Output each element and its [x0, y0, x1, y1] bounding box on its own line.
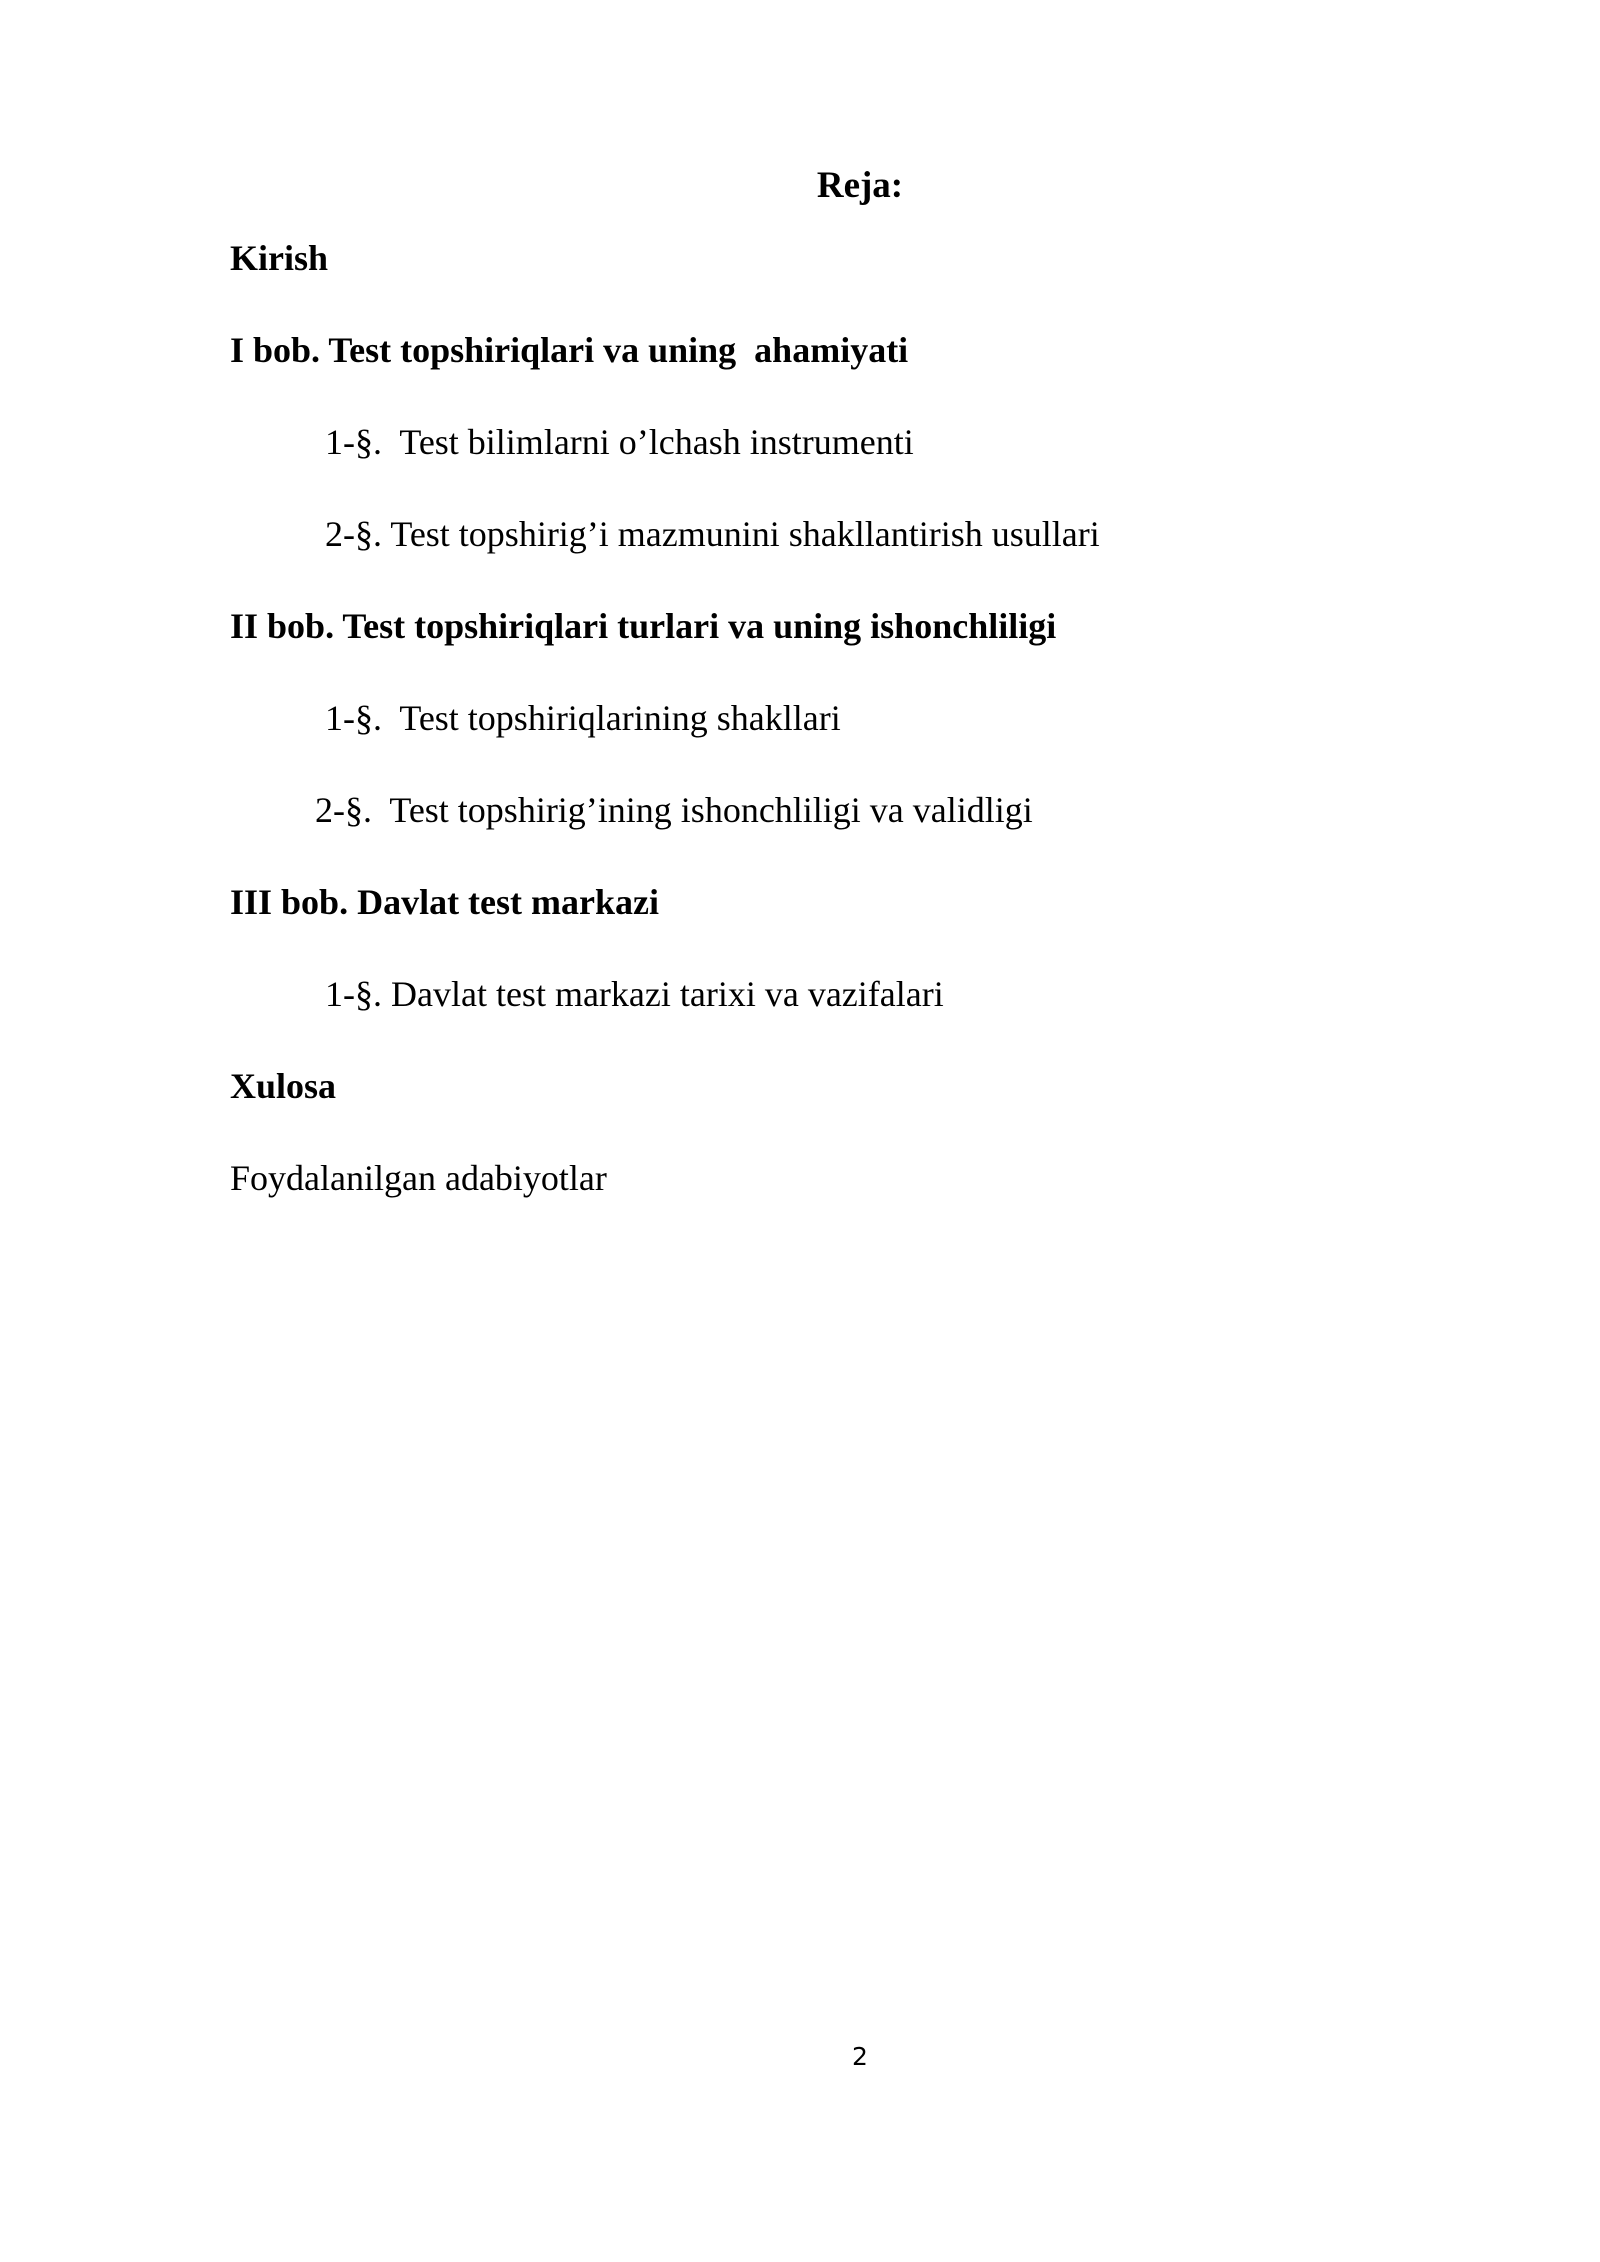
toc-section-3-1: 1-§. Davlat test markazi tarixi va vazifalari [325, 974, 944, 1014]
toc-section-1-1: 1-§. Test bilimlarni o’lchash instrumenti [325, 422, 914, 462]
toc-item-xulosa: Xulosa [230, 1066, 337, 1106]
page-number: 2 [852, 2042, 868, 2071]
toc-section-2-2: 2-§. Test topshirig’ining ishonchliligi va validligi [315, 790, 1033, 830]
toc-section-1-2: 2-§. Test topshirig’i mazmunini shakllantirish usullari [325, 514, 1100, 554]
toc-section-2-1: 1-§. Test topshiriqlarining shakllari [325, 698, 841, 738]
toc-item-kirish: Kirish [230, 238, 329, 278]
toc-item-references: Foydalanilgan adabiyotlar [230, 1158, 607, 1198]
page-title: Reja: [816, 165, 904, 206]
toc-chapter-1: I bob. Test topshiriqlari va uning ahamiyati [230, 330, 909, 370]
toc-chapter-2: II bob. Test topshiriqlari turlari va uning ishonchliligi [230, 606, 1057, 646]
toc-chapter-3: III bob. Davlat test markazi [230, 882, 659, 922]
